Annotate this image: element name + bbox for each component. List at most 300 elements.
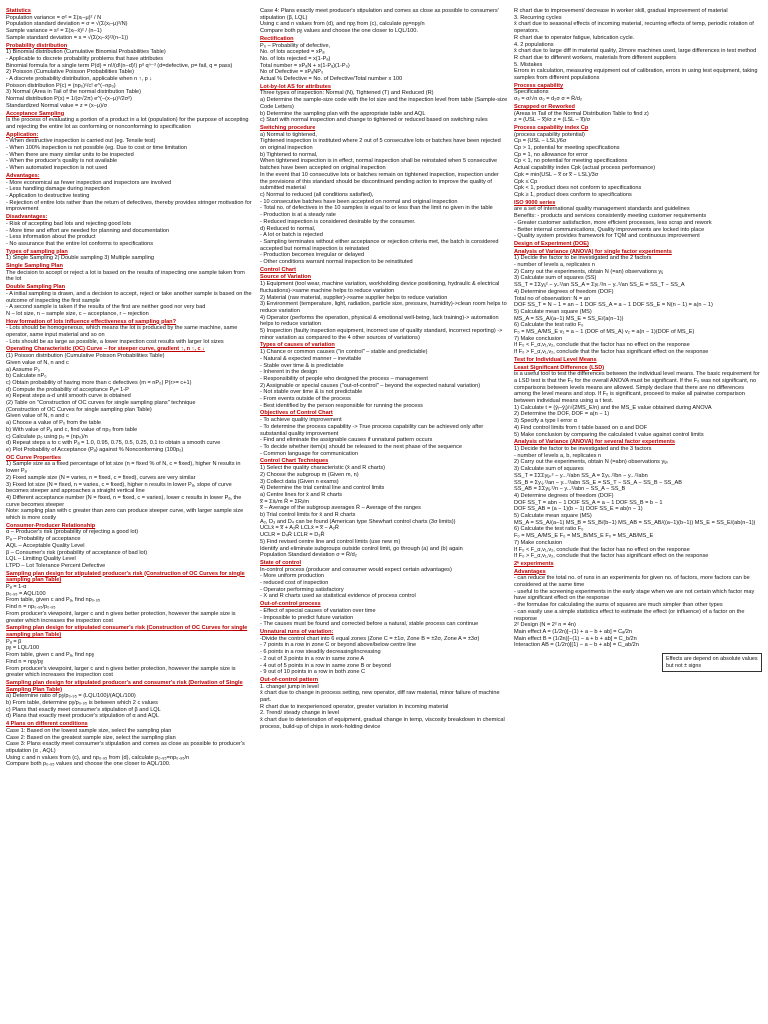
text-line: Cpk = min(USL − x̿ or x̿ − LSL)/3σ [514,171,599,178]
text-line: 3) Normal (Area in Tail of the normal distribution Table) [6,89,142,96]
text-line: - 10 consecutive batches have been accepted on normal and original inspection [260,198,458,205]
section-heading: ISO 9000 series [514,199,556,206]
text-line: x̄ chart due to seasonal effects of incoming material, recurring effects of temp, periodic rotation of operators. [514,21,754,35]
text-line: 2) Assignable or special causes ("out-of-control" – beyond the expected natural variation) [260,382,481,389]
text-line: x̄ chart due to deterioration of equipment, gradual change in temp, viscosity breakdown in chemical process, build-up of chips in work-holding device [260,717,505,730]
text-line: LTPD – Lot Tolerance Percent Defective [6,562,106,569]
text-line: - More uniform production [260,573,325,580]
section-heading: Advantages: [6,172,40,179]
text-line: (process capability potential) [514,131,585,138]
text-line: 5. Mistakes [514,61,543,68]
text-line: Cpk ≥ 1, product does conform to specifications [514,191,632,198]
text-line: Total number = xPₐN + x(1-Pₐ)(1-P₀) [260,62,350,69]
section-heading: Sampling plan design for stipulated producer's and consumer's risk (Derivation of Single Sampling Plan Table) [6,679,243,693]
text-line: Benefits: - products and services consistently meeting customer requirements [514,213,707,220]
text-line: In the event that 10 consecutive lots or batches remain on tightened inspection, inspection under the provisions of this standard should be discontinued pending action to improve the quality of submitted material [260,171,499,192]
text-line: Cp > 1, potential for meeting specifications [514,145,620,152]
text-line: - No assurance that the entire lot conforms to specifications [6,240,154,247]
section [514,357,762,364]
text-line: If F₀ < F_α,v₁,v₂, conclude that the factor has no effect on the response [514,342,690,349]
text-line: - Sampling terminates without either acceptance or rejection criteria met, the batch is considered accepted but normal inspection is reinstated [260,238,499,252]
section [6,571,254,625]
section [514,104,762,124]
text-line: 2) Fixed sample size (N = varies, n = fixed, c = fixed), curves are very similar [6,474,196,481]
text-line: -Divide the control chart into 6 equal zones (Zone C = ±1σ, Zone B = ±2σ, Zone A = ±3σ) [260,635,480,642]
section [514,561,762,568]
text-line: - A initial sampling is drawn, and a decision to accept, reject or take another sample is based on the outcome of inspecting the first sample [6,290,252,304]
section-heading: Objectives of Control Chart [260,410,333,417]
text-line: 1) Calculate t = (ȳᵢ−ȳⱼ)/√(2MS_E/n) and the MS_E value obtained during ANOVA [514,404,712,411]
section-heading: Unnatural runs of variation: [260,628,334,635]
section [260,677,508,731]
section [6,249,254,262]
section [6,319,254,346]
text-line: - Not stable over time & is not predictable [260,389,363,396]
section-heading: Probability distribution [6,42,68,49]
text-line: - can easily use a simple statistics effect to estimate the effect (or influence) of a factor on the response [514,608,745,622]
text-line: Poisson distribution P(c) = (np₀)ᶜ/c! e^(−np₀) [6,82,116,89]
text-line: No. of lots rejected = x(1-Pₐ) [260,55,331,62]
section-heading: Consumer-Producer Relationship [6,522,96,529]
text-line: 3) Calculate sum of squares (SS) [514,275,597,282]
text-line: DOF SS_AB = (a − 1)(b − 1) DOF SS_E = ab(n − 1) [514,506,643,513]
text-line: are a set of international quality management standards and guidelines [514,206,690,213]
text-line: LQL – Limiting Quality Level [6,556,76,563]
section [260,342,508,409]
text-line: - Total no. of defectives in the 10 samples is equal to or less than the limit no given in the table [260,205,493,212]
text-line: Find n = npᵦ/pᵦ [6,658,44,665]
text-line: Standardized Normal value = z = (x−μ)/σ [6,102,108,109]
text-line: Cp = (USL − LSL)/6σ [514,138,567,145]
section [260,36,508,83]
text-line: R chart due to different workers, materials from different suppliers [514,54,677,61]
section-heading: Sampling plan design for stipulated consumer's risk (Construction of OC Curves for single sampling plan Table) [6,625,248,638]
section-heading: Process capability [514,82,564,89]
text-line: pᵦ = LQL/100 [6,645,40,652]
text-line: In-control process (producer and consumer would expect certain advantages) [260,566,452,573]
text-line: - When destructive inspection is carried out (eg. Tensile test) [6,138,156,145]
text-line: x̄ chart due to large diff in material quality, 2/more machines used, large differences in test method [514,48,757,55]
section [514,125,762,199]
section-heading: Lot-by-lot AS for attributes [260,83,331,90]
text-line: Given value of N, n and c [6,359,69,366]
text-line: 2) Determine the DOF, DOF = a(n − 1) [514,411,610,418]
text-line: - To achieve quality improvement [260,417,342,424]
section [260,629,508,676]
text-line: - Find and eliminate the assignable causes if unnatural pattern occurs [260,437,433,444]
text-line: 5) Find revised centre line and control limits (use new m) [260,538,401,545]
text-line: 1) Select the quality characteristic (x̄ and R charts) [260,465,385,472]
text-line: - can reduce the total no. of runs in an experiments for given no. of factors, more factors can be considered at the same time [514,575,750,589]
section [6,8,254,42]
section-heading: Out-of-control pattern [260,676,319,683]
text-line: - Application to destructive testing [6,192,90,199]
text-line: Interaction AB = (1/2n)[(1) − a − b + ab] = C_ab/2n [514,642,639,649]
text-line: 5) Calculate mean square (MS) [514,308,592,315]
section-heading: Sampling plan design for stipulated producer's risk (Construction of OC Curves for single sampling plan Table) [6,570,245,584]
text-line: No. of lots accepted = xPₐ [260,49,325,56]
section [6,263,254,283]
section-heading: Advantages [514,568,546,575]
text-line: - Less handling damage during inspection [6,186,110,193]
text-line: b) With value of Pₐ and c, find value of np₀ from table [6,426,138,433]
text-line: The decision to accept or reject a lot is based on the results of inspecting one sample taken from the lot [6,269,245,283]
section-heading: State of control [260,559,302,566]
text-line: 5) Calculate mean square (MS) [514,513,592,520]
section [514,439,762,560]
effects-note-box: Effects are depend on absolute values but not ± signs [662,653,762,672]
text-line: (Areas in Tail of the Normal Distribution Table to find z) [514,110,649,117]
section [514,241,762,248]
text-line: Actual capability index Cpk (actual process performance) [514,165,656,172]
section-heading: Types of causes of variation [260,342,335,349]
text-line: Three types of inspection: Normal (N), Tightened (T) and Reduced (R) [260,90,434,97]
section-heading: Operating Characteristic (OC) Curve – for steeper curve, gradient ↑, n ↑, c ↓ [6,346,205,353]
section [260,560,508,600]
text-line: - More time and effort are needed for planning and documentation [6,227,170,234]
text-line: p₀.₉₅ = AQL/100 [6,590,46,597]
text-line: Errors in calculation, measuring equipment out of calibration, errors in using test equipment, taking samples from different populations [514,68,758,82]
text-line: - The causes must be found and corrected before a natural, stable process can continue [260,621,479,628]
text-line: - When 100% inspection is not possible (eg. Due to cost or time limitation [6,145,187,152]
text-line: SS_B = Σy.ⱼ.²/an − y...²/abn SS_E = SS_T − SS_A − SS_B − SS_AB [514,479,682,486]
section [260,84,508,124]
section-heading: Application: [6,131,39,138]
section-heading: Test for Individual Level Means [514,356,597,363]
text-line: Case 4: Plans exactly meet producer's stipulation and comes as close as possible to consumers' stipulation (β, LQL) [260,8,499,21]
section [260,125,508,266]
text-line: - Production becomes irregular or delayed [260,252,365,259]
text-line: 2² Design (N = 2² n = 4n) [514,622,576,629]
text-line: - More economical as fewer inspection and inspectors are involved [6,179,172,186]
text-line: DOF SS_T = N − 1 = an − 1 DOF SS_A = a − 1 DOF SS_E = N(n − 1) = a(n − 1) [514,302,713,309]
text-line: 2) Poisson (Cumulative Poisson Probabilities Table) [6,69,134,76]
text-line: MS_A = SS_A/(a−1) MS_B = SS_B/(b−1) MS_AB = SS_AB/((a−1)(b−1)) MS_E = SS_E/(ab(n−1)) [514,519,756,526]
text-line: 3) Specify a type I error α [514,418,577,425]
text-line: Normal distribution P(x) = 1/(σ√2π) e^(−(x−μ)²/2σ²) [6,96,132,103]
text-line: - Best identified by the person responsible for running the process [260,402,423,409]
text-line: Specifications [514,89,549,96]
section [260,274,508,341]
section-heading: How formation of lots influence effectiveness of sampling plan? [6,318,177,325]
section-heading: 4 Plans on different conditions [6,721,88,728]
text-line: 4) Determine degrees of freedom (DOF) [514,492,614,499]
text-line: 5) Make conclusion by comparing the calculated t value against control limits [514,431,704,438]
section [6,214,254,248]
text-line: a) Centre lines for x̄ and R charts [260,491,343,498]
section-heading: Rectification [260,35,294,42]
text-line: x̿ = Σx̄ᵢ/m R̄ = ΣRᵢ/m [260,498,310,505]
text-line: - A lot or batch is rejected [260,232,323,239]
text-line: P₀ – Probability of defective, [260,42,331,49]
text-line: - Less information about the product [6,234,96,241]
text-line: 1. change/ jump in level [260,683,319,690]
section [514,365,762,439]
text-line: Case 2: Based on the greatest sample size, select the sampling plan [6,734,176,741]
section [6,455,254,522]
text-line: From table, given c and Pₐ, find np₀.₉₅ [6,597,101,604]
text-line: MS_A = SS_A/(a−1) MS_E = SS_E/(a(n−1)) [514,315,624,322]
text-line: Cpk < 1, product does not conform to specifications [514,185,642,192]
text-line: σ₀ = σ/√n σ₀ = d₂σ σ = R̄/d₂ [514,96,583,103]
section [260,601,508,628]
text-line: Population variance = σ² = Σ(xᵢ−μ)² / N [6,14,102,21]
text-line: - Stable over time & is predictable [260,362,344,369]
section [260,8,508,35]
text-line: c) Plans that exactly meet consumer's stipulation of β and LQL [6,706,161,713]
text-line: - Natural & expected manner – inevitable [260,355,362,362]
text-line: Case 1: Based on the lowest sample size, select the sampling plan [6,727,172,734]
text-line: Total no of observation: N = an [514,295,591,302]
text-line: Cp = 1, no allowance for error [514,151,588,158]
section [260,267,508,274]
section [260,410,508,457]
text-line: - To decide whether item(s) should be released to the next phase of the sequence [260,444,463,450]
section-heading: Statistics [6,8,31,14]
text-line: Note: sampling plan with c greater than zero can produce steeper curve, with larger sample size which is more costly [6,508,244,522]
text-line: 1) Decide the factor to be investigated and the 3 factors [514,446,652,452]
text-line: 7) Make conclusion [514,539,563,546]
text-line: Population standard deviation = σ = √(Σ(xᵢ−μ)²/N) [6,21,128,28]
text-line: - Production is at a steady rate [260,212,336,219]
section-heading: Switching procedure [260,124,316,131]
text-line: - the formulae for calculating the sums of squares are much simpler than other types [514,602,723,609]
text-line: Using c and n values from (d), and npᵦ from (c), calculate pᵦ=npᵦ/n [260,21,425,28]
section-heading: Single Sampling Plan [6,263,63,270]
text-line: 3) Collect data (Given n exams) [260,478,339,485]
section-heading: Control Chart [260,266,297,273]
text-line: - Risk of accepting bad lots and rejecting good lots [6,220,131,227]
text-line: Actual % Defective = No. of Defective/Total number x 100 [260,76,403,83]
text-line: 5) Inspection (faulty inspection equipment, incorrect use of quality standard, incorrect reporting) -> minor variation as compared to the 4 other sources of variations) [260,328,503,341]
text-line: 4. 2 populations [514,41,554,48]
text-line: (2) Table on "Construction of OC curves for single sampling plans" technique [6,400,196,407]
text-line: Binomial formula for a single term P(d) = n!/(d!(n−d)!) pᵈ qⁿ⁻ᵈ (d=defective, p= fail, q = pass) [6,62,233,69]
text-line: 7) Make conclusion [514,335,563,342]
section [6,680,254,720]
text-line: 4) Determine degrees of freedom (DOF) [514,288,614,295]
text-line: No of Defective = xPₐNP₀ [260,69,324,76]
text-line: - Reduced inspection is considered desirable by the consumer. [260,218,416,225]
text-line: d) Reduced to normal, [260,225,316,232]
text-line: Pₐ = β [6,638,22,645]
text-line: Sample standard deviation = s = √(Σ(xᵢ−x̄)²/(n−1)) [6,34,129,41]
section-heading: Double Sampling Plan [6,284,66,291]
text-line: 2. Trend/ steady change in level [260,710,339,717]
text-line: - Greater customer satisfaction, more efficient processes, less scrap and rework [514,219,712,226]
section [260,458,508,559]
section [6,346,254,453]
text-line: - number of levels a, replicates n [514,262,595,269]
column-1 [6,8,254,1020]
text-line: Sample variance = s² = Σ(xᵢ−x̄)² / (n−1) [6,28,102,35]
text-line: - Applicable to discrete probability problems that have attributes [6,55,164,62]
text-line: R chart due to improvement/ decrease in worker skill, gradual improvement of material [514,8,728,14]
text-line: Tightened inspection is instituted where 2 out of 5 consecutive lots or batches have been rejected on original inspection [260,138,501,152]
text-line: R chart due to inexperienced operator, greater variation in incoming material [260,703,449,710]
text-line: a) Assume P₀ [6,366,41,373]
text-line: Identify and eliminate subgroups outside control limit, go through (a) and (b) again [260,545,463,552]
section [6,523,254,570]
text-line: When tightened inspection is in effect, normal inspection shall be reinstated when 5 consecutive batches have been accepted on original inspection [260,158,498,172]
text-line: - A second sample is taken if the results of the first are neither good nor very bad [6,304,206,311]
text-line: 2) Carry out the experiments, obtain N (=abn) observations yᵢⱼₖ [514,459,669,466]
text-line: Pₐ = 1-α [6,584,27,591]
section-heading: Types of sampling plan [6,248,68,255]
section [6,132,254,172]
text-line: (1) Poisson distribution (Cumulative Poisson Probabilities Table) [6,353,165,360]
text-line: α – Producer's risk (probability of rejecting a good lot) [6,529,139,536]
text-line: - 2 out of 3 points in a row in same zone A [260,655,365,662]
text-line: - Common language for communication [260,450,358,457]
text-line: a) Normal to tightened, [260,131,317,138]
text-line: 2) Choose the subgroup m (Given m, n) [260,471,359,478]
section-heading: Analysis of Variance (ANOVA) for single factor experiments [514,248,672,255]
text-line: 6) Calculate the test ratio F₀ [514,526,584,533]
text-line: - When automated inspection is not used [6,165,108,172]
text-line: Cp < 1, no potential for meeting specifications [514,158,628,165]
text-line: - Better internal communications, Quality improvements are locked into place [514,226,705,233]
text-line: Find n = np₀.₉₅/p₀.₉₅ [6,604,56,611]
text-line: 1) Sample size as a fixed percentage of lot size (n = fixed % of N, c = fixed), higher N results in lower Pₐ [6,461,241,475]
section-heading: Acceptance Sampling [6,110,65,117]
section-heading: OC Curve Properties [6,454,62,461]
text-line: a) Determine ratio of pᵦ/p₀.₉₅ = (LQL/100)/(AQL/100) [6,693,136,700]
text-line: - Effect of special causes of variation over time [260,607,376,614]
text-line: c) Calculate p₀ using p₀ = (np₀)/n [6,433,88,440]
text-line: - Lots should be homogeneous, which means the lot is produced by the same machine, same operator, same input material and so on [6,325,238,339]
section [514,200,762,240]
text-line: d) Compute the probability of acceptance Pₐ= 1-P [6,386,129,393]
text-line: 4) Find control limits from t table based on α and DOF [514,424,648,431]
section-heading: Analysis of Variance (ANOVA) for several factor experiments [514,439,675,446]
text-line: R chart due to operator fatigue, lubrication cycle. [514,34,635,41]
text-line: If F₀ < F_α,v₁,v₂, conclude that the factor has no effect on the response [514,546,690,553]
text-line: If F₀ > F_α,v₁,v₂, conclude that the factor has significant effect on the response [514,553,709,560]
column-3 [514,8,762,1020]
text-line: - Responsibility of people who designed the process – management [260,375,428,382]
text-line: c) Obtain probability of having more than c defectives (m = nP₀) P(r>= c+1) [6,379,192,386]
text-line: 1) Single Sampling 2) Double sampling 3) Multiple sampling [6,255,154,262]
text-line: Given value of N, n and c [6,413,69,420]
text-line: e) Plot Probability of Acceptance (Pₐ) against % Nonconforming (100p₀) [6,447,184,453]
text-line: 1) Equipment (tool wear, machine variation, workholding device positioning, hydraulic & electrical fluctuations)->same machine helps to reduce variation [260,281,500,294]
text-line: From producer's viewpoint, larger c and n gives better protection, however the sample size is greater which increases the inspection cost [6,665,236,679]
text-line: N – lot size, n – sample size, c – acceptance, r – rejection [6,310,149,317]
text-line: SS_AB = ΣΣyᵢⱼ.²/n − y...²/abn − SS_A − SS_B [514,486,626,493]
text-line: - Quality system provides framework for TQM and continuous improvement [514,233,700,240]
section [6,43,254,110]
text-line: 3) Calculate sum of squares [514,466,584,473]
section-heading: Out-of-control process [260,601,321,608]
text-line: - When there are many similar units to be inspected [6,151,134,158]
text-line: - Rejection of entire lots rather than the return of defectives, thereby provides stringer motivation for improvement [6,199,252,213]
text-line: Pₐ – Probability of acceptance [6,536,81,543]
text-line: - 4 out of 5 points in a row in same zone B or beyond [260,662,391,669]
text-line: x̄ chart due to change in process setting, new operator, diff raw material, minor failure of machine part. [260,690,500,704]
text-line: - Lots should be as large as possible, a lower inspection cost results with larger lot sizes [6,338,224,345]
text-line: Compare both pᵦ values and choose the one closer to LQL/100. [260,28,418,35]
text-line: - From events outside of the process [260,396,351,403]
section [6,173,254,213]
text-line: UCLR = D₄R̄ LCLR = D₃R̄ [260,532,325,539]
section [6,625,254,679]
section [6,284,254,318]
text-line: 3) Fixed lot size (N = fixed, n = varies, c = fixed), higher n results in lower Pₐ, slope of curve becomes steeper and approaches a straight vertical line [6,481,232,495]
text-line: F₀ = MS_A/MS_E v₁ = a − 1 (DOF of MS_A) v₂ = a(n − 1)(DOF of MS_E) [514,329,695,336]
text-line: 4) Operator (performs the operation, physical & emotional well-being, lack training)-> automation helps to reduce variation [260,314,499,328]
section [6,111,254,131]
text-line: b) Determine the sampling plan with the appropriate table and AQL [260,110,426,117]
text-line: d) Repeat steps a to c with Pₐ = 1.0, 0.95, 0.75, 0.5, 0.25, 0.1 to obtain a smooth curve [6,440,221,447]
text-line: SS_T = ΣΣΣyᵢⱼₖ² − y...²/abn SS_A = Σyᵢ..²/bn − y...²/abn [514,472,648,479]
text-line: Using c and n values from (c), and np₀.₉₅ from (d), calculate p₀.₉₅=np₀.₉₅/n [6,754,190,761]
text-line: - To determine the process capability -> True process capability can be achieved only after substantial quality improvement [260,423,484,437]
section [514,249,762,356]
text-line: x̿ – Average of the subgroup averages R̄ – Average of the ranges [260,505,421,512]
text-line: - 7 points in a row in zone C or beyond above/below centre line [260,642,417,649]
text-line: Main effect A = (1/2n)[−(1) + a − b + ab] = Cₐ/2n [514,628,632,635]
text-line: From producer's viewpoint, larger c and n gives better protection, however the sample size is greater which increases the inspection cost [6,610,236,624]
text-line: b) Trial control limits for x̄ and R charts [260,512,356,519]
text-line: c) Start with normal inspection and change to tightened or reduced based on switching rules [260,117,488,124]
text-line: UCLx̄ = x̿ + A₂R̄ LCLx̄ = x̿ − A₂R̄ [260,525,339,532]
section-heading: 2ᵏ experiments [514,560,554,567]
text-line: 6) Calculate the test ratio F₀ [514,322,584,329]
text-line: 4) Determine the trial central line and control limits [260,485,385,492]
text-line: β – Consumer's risk (probability of acceptance of bad lot) [6,549,148,556]
text-line: AQL – Acceptable Quality Level [6,542,85,549]
section [514,83,762,103]
text-line: 4) Different acceptance number (N = fixed, n = fixed, c = varies), lower c results in lower Pₐ, the curve becomes steeper [6,494,242,508]
section-heading: Design of Experiment (DOE) [514,240,589,247]
text-line: d) Plans that exactly meet producer's stipulation of α and AQL [6,713,159,720]
text-line: a) Choose a value of P₀ from the table [6,420,101,427]
section-heading: Process capability index Cp [514,124,589,131]
text-line: b) Calculate nP₀ [6,373,47,380]
text-line: SS_T = ΣΣyᵢⱼ² − y..²/an SS_A = Σyᵢ.²/n − y..²/an SS_E = SS_T − SS_A [514,282,685,289]
section-heading: Least Significant Difference (LSD) [514,364,605,371]
text-line: - Operator performing satisfactory [260,586,344,593]
text-line: 3) Environment (temperature, light, radiation, particle size, pressure, humidity)->clean room helps to reduce variation [260,301,507,314]
text-line: If F₀ > F_α,v₁,v₂, conclude that the factor has significant effect on the response [514,349,709,356]
text-line: is a useful tool to test the differences between the individual level means. The basic requirement for a LSD test is that the F₀ for the overall ANOVA must be significant. If the F₀ was not significant, no comparisons between levels means are allowed. Simply declare that there are no differences among the level means and stop. If F₀ is significant, proceed to make all pairwise comparison between individual means using a t test. [514,371,760,405]
text-line: Main effect B = (1/2n)[−(1) − a + b + ab] = C_b/2n [514,635,637,642]
text-line: Population Standard deviation σ = R̄/d₂ [260,552,357,559]
text-line: - A discrete probability distribution, applicable when n ↑, p ↓ [6,76,153,83]
text-line: Is the process of evaluating a portion of a product in a lot (population) for the purpose of accepting and rejecting the entire lot as conforming or nonconforming to specification [6,117,249,130]
text-line: 3. Recurring cycles [514,14,562,21]
text-line: 1) Chance or common causes ("in control" – stable and predictable) [260,349,428,356]
text-line: a) Determine the sample-size code with the lot size and the inspection level from table (Sample-size Code Letters) [260,97,508,110]
text-line: - Other conditions warrant normal inspection to be reinstituted [260,259,413,266]
text-line: 1) Decide the factor to be investigated and the 2 factors [514,255,652,262]
section-heading: Control Chart Techniques [260,458,329,465]
text-line: e) Repeat steps a-d until smooth curve is obtained [6,393,131,400]
section-heading: Scrapped or Reworked [514,103,575,110]
section-heading: Disadvantages: [6,214,48,221]
text-line: Cpk ≤ Cp [514,178,538,185]
text-line: - When the producer's quality is not available [6,158,118,165]
text-line: - 6 points in a row steadily decreasing/increasing [260,649,381,656]
text-line: Case 3: Plans exactly meet consumer's stipulation and comes as close as possible to producer's stipulation (α , AQL) [6,741,245,754]
section [514,569,762,649]
text-line: - reduced cost of inspection [260,580,329,587]
text-line: c) Normal to reduced (all conditions satisfied), [260,191,374,198]
text-line: DOF SS_T = abn − 1 DOF SS_A = a − 1 DOF SS_B = b − 1 [514,499,663,506]
text-line: - useful to the screening experiments in the early stage when we are not certain which factor may have significant effect on the response [514,588,755,602]
text-line: - X and R charts used as statistical evidence of process control [260,593,416,600]
